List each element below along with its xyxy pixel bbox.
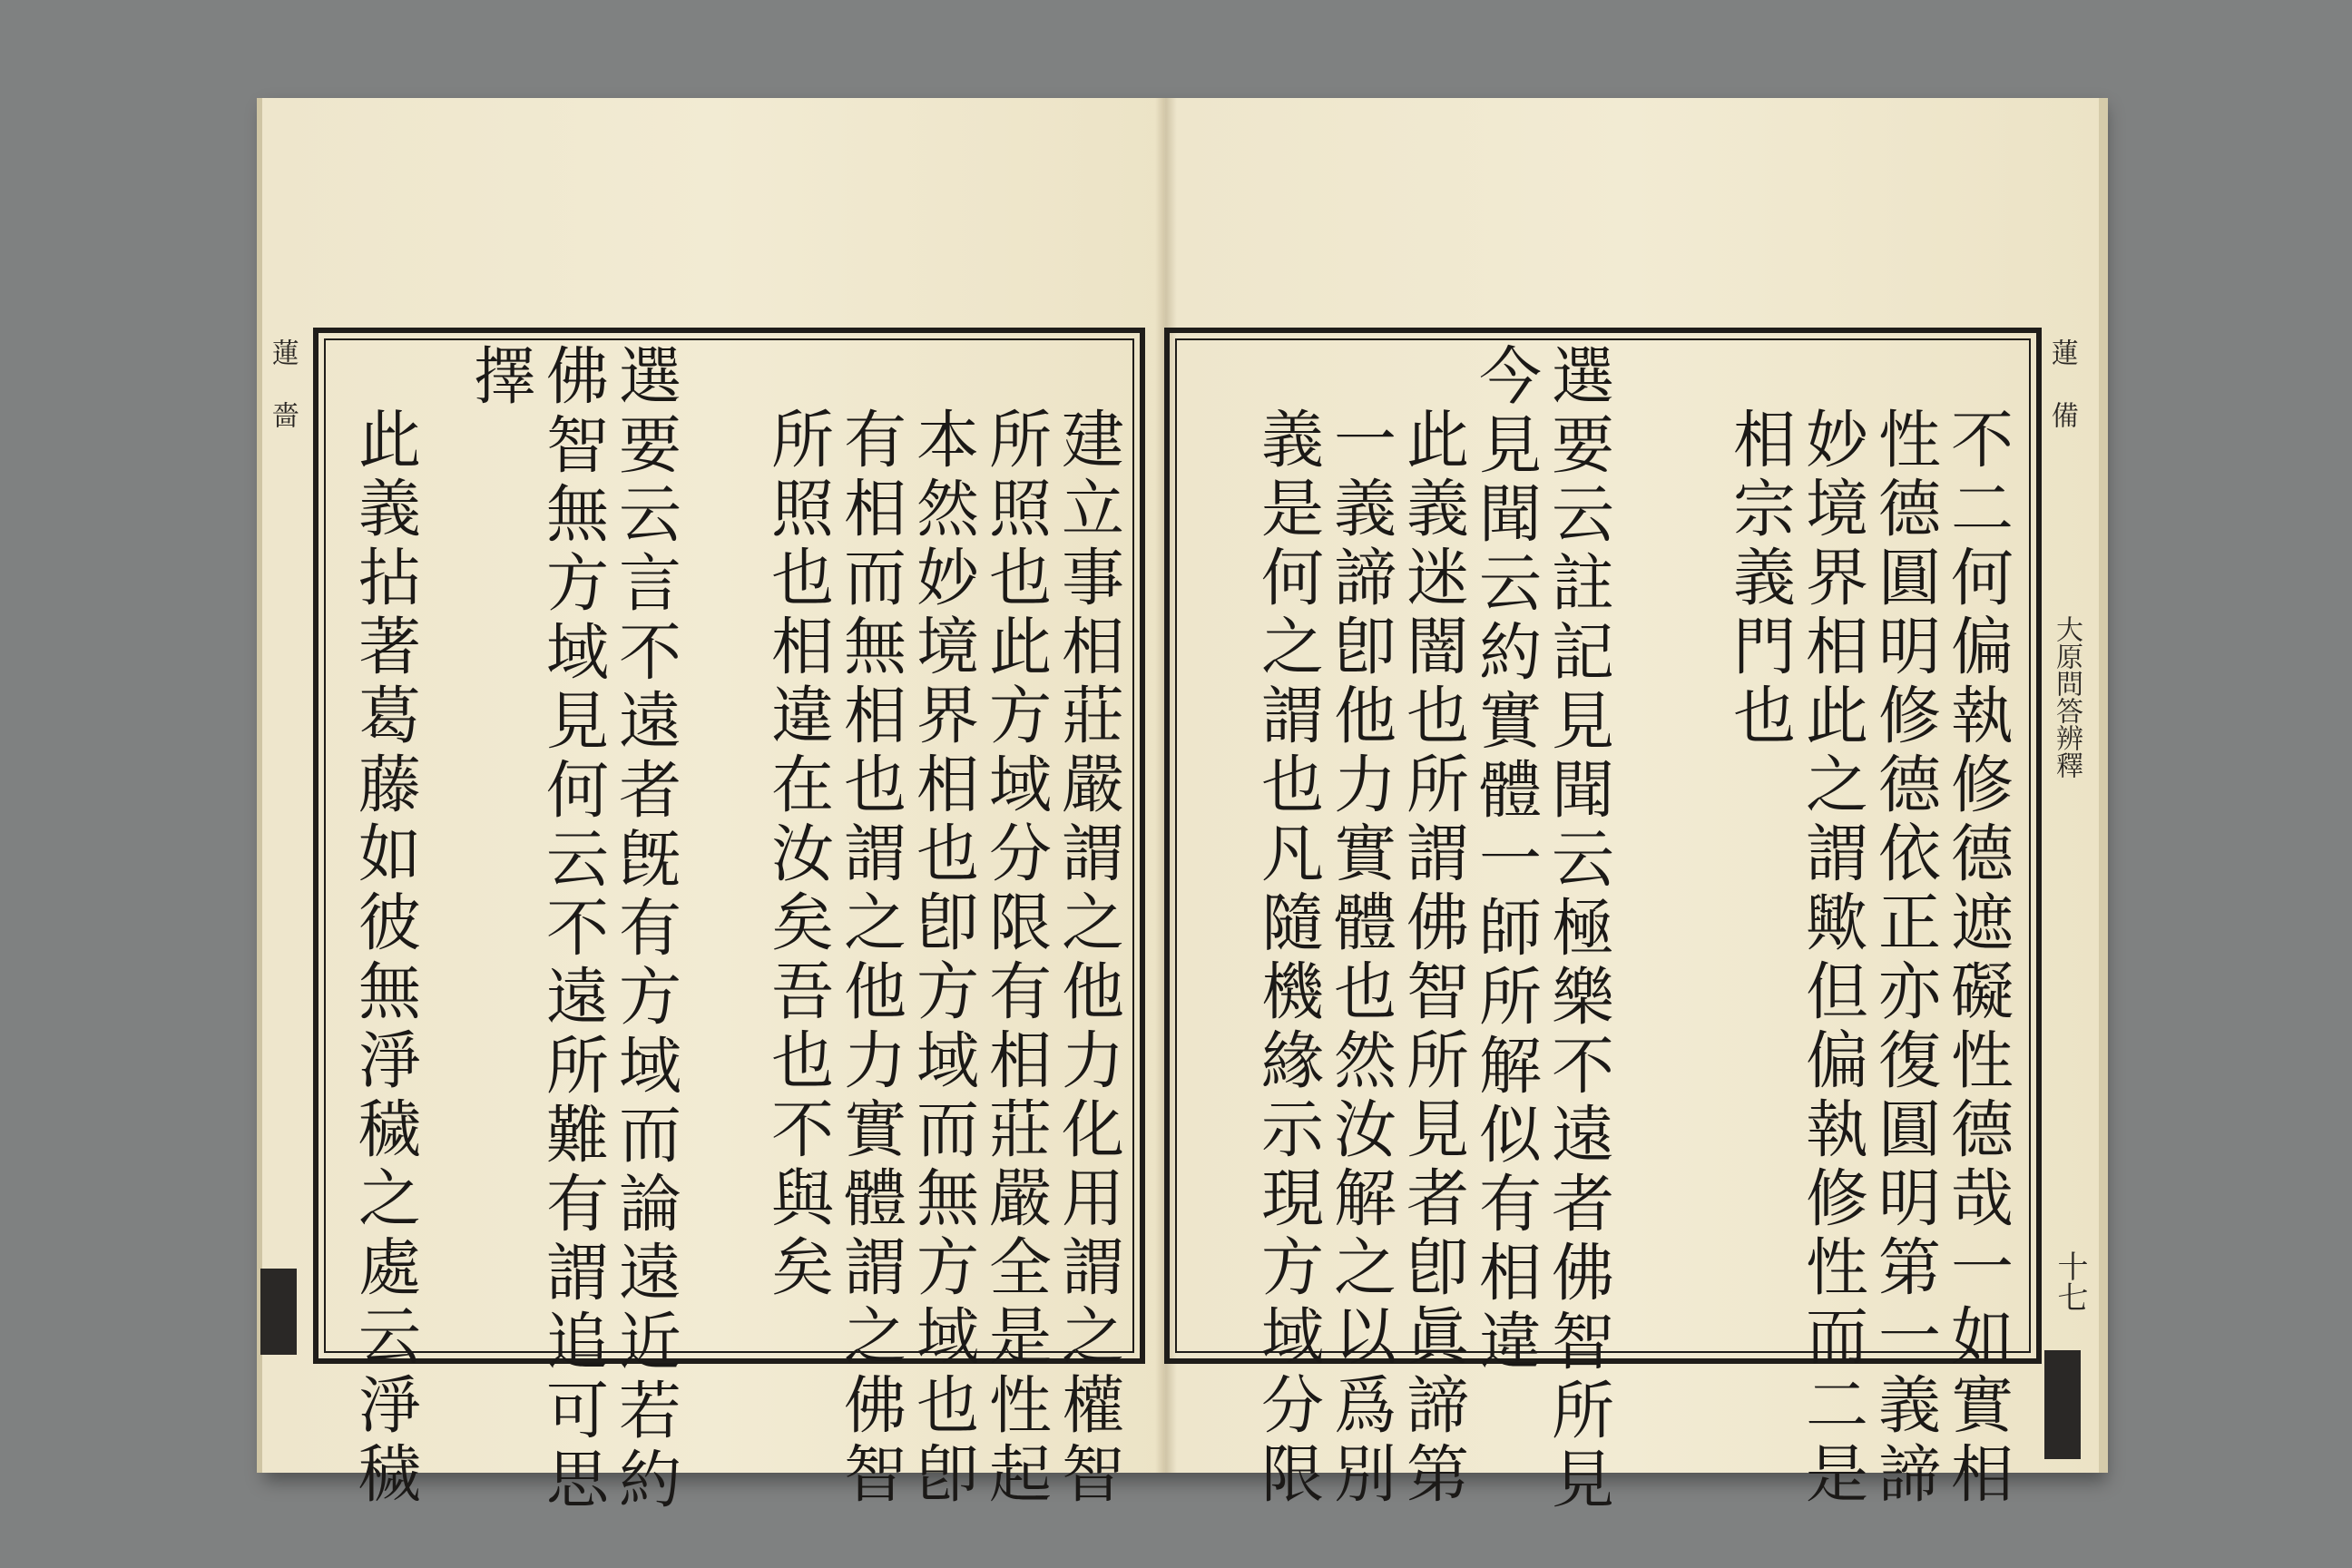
right-column-4: 相宗義門也 <box>1722 407 1795 751</box>
right-margin-subtitle: 大原問答辨釋 <box>2051 615 2082 779</box>
right-column-9: 義是何之謂也凡隨機緣示現方域分限 <box>1250 407 1323 1510</box>
right-margin-strip <box>2040 338 2083 430</box>
right-column-6: 今見聞云約實體一師所解似有相違 <box>1468 343 1541 1377</box>
left-column-7: 佛智無方域見何云不遠所難有謂追可思 <box>535 343 608 1515</box>
left-column-4: 有相而無相也謂之他力實體謂之佛智 <box>833 407 906 1510</box>
right-column-2: 性德圓明修德依正亦復圓明第一義諦 <box>1867 407 1940 1510</box>
left-column-3: 本然妙境界相也卽方域而無方域也卽 <box>906 407 978 1510</box>
right-column-1: 不二何偏執修德遮礙性德哉一如實相 <box>1940 407 2013 1510</box>
left-margin-strip <box>260 338 304 430</box>
left-margin-title: 蓮 嗇 <box>266 338 299 430</box>
right-column-7: 此義迷闇也所謂佛智所見者卽眞諦第 <box>1396 407 1468 1510</box>
right-column-3: 妙境界相此之謂歟但偏執修性而二是 <box>1795 407 1867 1510</box>
left-column-8: 擇 <box>463 343 535 412</box>
page-number: 十七 <box>2052 1250 2088 1312</box>
left-column-9: 此義拈著葛藤如彼無淨穢之處云淨穢 <box>348 407 420 1510</box>
left-edge-print-mark <box>260 1269 297 1355</box>
open-book <box>257 98 2099 1515</box>
left-column-1: 建立事相莊嚴謂之他力化用謂之權智 <box>1051 407 1123 1510</box>
right-edge-print-mark <box>2044 1350 2081 1459</box>
right-column-8: 一義諦卽他力實體也然汝解之以爲別 <box>1323 407 1396 1510</box>
right-margin-title: 蓮 備 <box>2045 338 2078 430</box>
right-column-5: 選要云註記見聞云極樂不遠者佛智所見 <box>1541 343 1613 1515</box>
left-column-6: 選要云言不遠者旣有方域而論遠近若約 <box>608 343 681 1515</box>
left-column-2: 所照也此方域分限有相莊嚴全是性起 <box>978 407 1051 1510</box>
left-column-5: 所照也相違在汝矣吾也不與矣 <box>760 407 833 1303</box>
